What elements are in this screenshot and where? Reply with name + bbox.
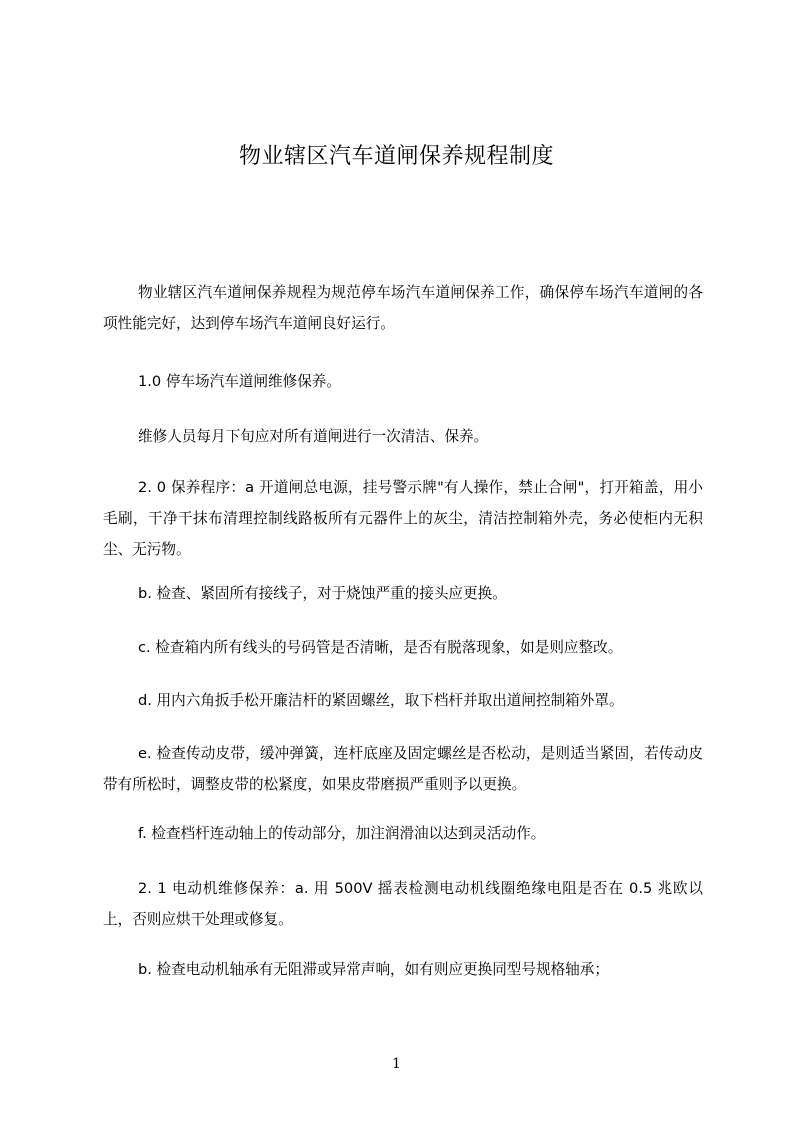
paragraph-item-f: f. 检查档杆连动轴上的传动部分，加注润滑油以达到灵活动作。 (138, 825, 546, 842)
paragraph-item-b: b. 检查、紧固所有接线子，对于烧蚀严重的接头应更换。 (138, 585, 507, 602)
paragraph-item-e: e. 检查传动皮带，缓冲弹簧，连杆底座及固定螺丝是否松动，是则适当紧固，若传动皮带有所松时，调整皮带的松紧度，如果皮带磨损严重则予以更换。 (103, 745, 703, 793)
paragraph-section-2-1: 2. 1 电动机维修保养：a. 用 500V 摇表检测电动机线圈绝缘电阻是否在 0.5 兆欧以上，否则应烘干处理或修复。 (103, 880, 703, 928)
paragraph-item-d: d. 用内六角扳手松开廉洁杆的紧固螺丝，取下档杆并取出道闸控制箱外罩。 (138, 692, 624, 709)
paragraph-motor-bearing: b. 检查电动机轴承有无阻滞或异常声响，如有则应更换同型号规格轴承； (138, 961, 609, 978)
page-number: 1 (392, 1056, 401, 1072)
paragraph-monthly-maintenance: 维修人员每月下旬应对所有道闸进行一次清洁、保养。 (138, 428, 489, 445)
paragraph-intro: 物业辖区汽车道闸保养规程为规范停车场汽车道闸保养工作，确保停车场汽车道闸的各项性能完好，达到停车场汽车道闸良好运行。 (103, 284, 703, 332)
paragraph-section-2-0: 2. 0 保养程序：a 开道闸总电源，挂号警示牌"有人操作，禁止合闸"，打开箱盖，用小毛刷，干净干抹布清理控制线路板所有元器件上的灰尘，清洁控制箱外壳，务必使柜内无积尘、无污物。 (103, 479, 703, 558)
paragraph-item-c: c. 检查箱内所有线头的号码管是否清晰，是否有脱落现象，如是则应整改。 (138, 639, 623, 656)
document-title: 物业辖区汽车道闸保养规程制度 (238, 144, 554, 169)
paragraph-section-1-0: 1.0 停车场汽车道闸维修保养。 (138, 373, 341, 390)
